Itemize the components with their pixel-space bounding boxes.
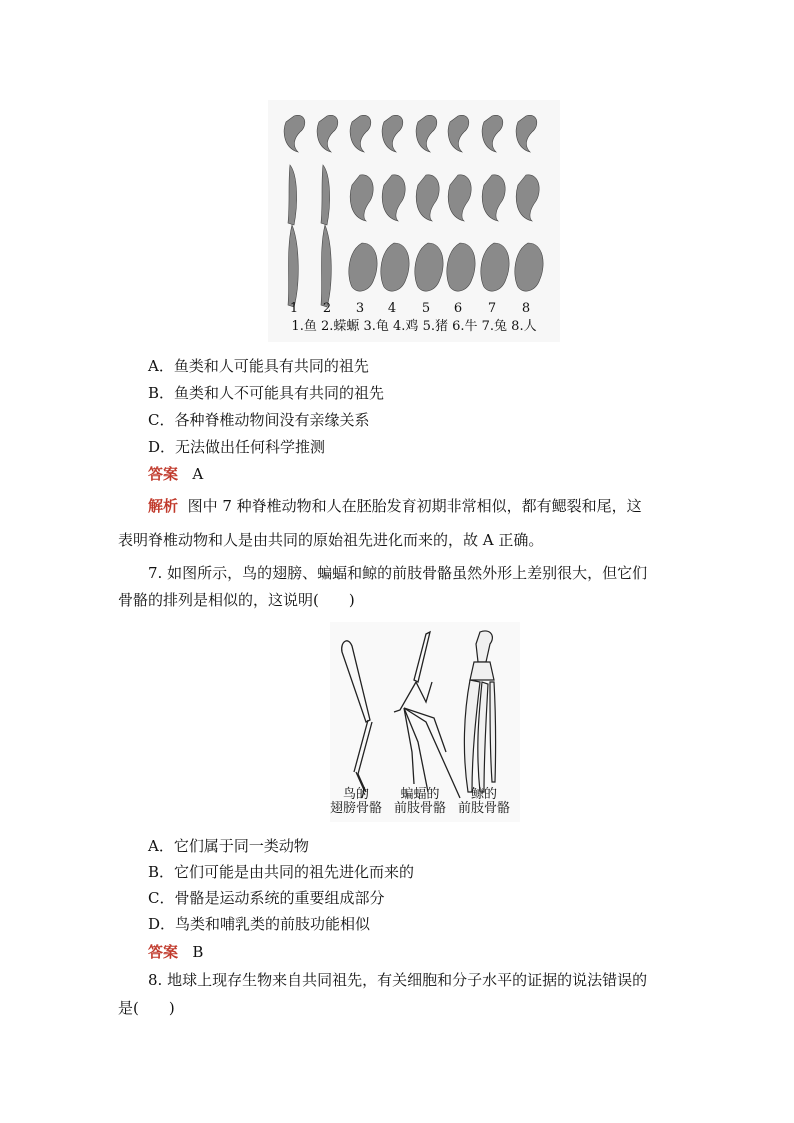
embryo-4-stage-3 bbox=[381, 243, 409, 291]
q7-stem-2: 骨骼的排列是相似的，这说明( ) bbox=[118, 591, 355, 609]
embryo-5-stage-2 bbox=[416, 175, 439, 221]
forelimb-illustration bbox=[330, 622, 520, 822]
q7-option-a: A．它们属于同一类动物 bbox=[148, 837, 309, 855]
embryo-3-stage-2 bbox=[350, 175, 373, 221]
embryo-number-3: 3 bbox=[355, 301, 365, 316]
q7-option-c: C．骨骼是运动系统的重要组成部分 bbox=[148, 889, 385, 907]
bird-label-1: 鸟的 bbox=[342, 787, 370, 802]
embryo-number-1: 1 bbox=[289, 301, 299, 316]
q6-analysis bbox=[148, 496, 642, 516]
embryo-7-stage-1 bbox=[482, 115, 503, 152]
embryo-6-stage-1 bbox=[448, 115, 469, 152]
embryo-number-2: 2 bbox=[322, 301, 332, 316]
embryo-8-stage-3 bbox=[515, 243, 543, 291]
q6-option-d: D．无法做出任何科学推测 bbox=[148, 438, 326, 456]
analysis-text-1: 图中 7 种脊椎动物和人在胚胎发育初期非常相似，都有鳃裂和尾，这 bbox=[187, 497, 642, 515]
embryo-number-8: 8 bbox=[521, 301, 531, 316]
embryo-number-5: 5 bbox=[421, 301, 431, 316]
embryo-comparison-figure bbox=[268, 100, 560, 342]
embryo-2-stage-1 bbox=[317, 115, 338, 152]
analysis-label: 解析 bbox=[148, 497, 179, 515]
embryo-8-stage-1 bbox=[516, 115, 537, 152]
embryo-7-stage-2 bbox=[482, 175, 505, 221]
answer-value: B bbox=[192, 943, 204, 961]
embryo-7-stage-3 bbox=[481, 243, 509, 291]
embryo-number-4: 4 bbox=[387, 301, 397, 316]
embryo-3-stage-1 bbox=[350, 115, 371, 152]
embryo-6-stage-3 bbox=[447, 243, 475, 291]
embryo-5-stage-3 bbox=[415, 243, 443, 291]
embryo-4-stage-1 bbox=[382, 115, 403, 152]
bat-label-2: 前肢骨骼 bbox=[393, 801, 447, 816]
embryo-3-stage-3 bbox=[349, 243, 377, 291]
q7-stem-1: 7. 如图所示，鸟的翅膀、蝙蝠和鲸的前肢骨骼虽然外形上差别很大，但它们 bbox=[148, 564, 648, 582]
bird-label-2: 翅膀骨骼 bbox=[330, 801, 383, 816]
embryo-number-6: 6 bbox=[453, 301, 463, 316]
embryo-1-stage-2 bbox=[288, 165, 297, 225]
q8-stem-2: 是( ) bbox=[118, 999, 175, 1017]
whale-label-1: 鲸的 bbox=[470, 787, 498, 802]
embryo-8-stage-2 bbox=[516, 175, 539, 221]
analysis-text-2: 表明脊椎动物和人是由共同的原始祖先进化而来的，故 A 正确。 bbox=[118, 531, 544, 549]
q7-option-b: B．它们可能是由共同的祖先进化而来的 bbox=[148, 863, 415, 881]
forelimb-bones-figure bbox=[330, 622, 520, 822]
q6-option-a: A．鱼类和人可能具有共同的祖先 bbox=[148, 357, 369, 375]
embryo-number-7: 7 bbox=[487, 301, 497, 316]
embryo-2-stage-3 bbox=[321, 225, 331, 307]
embryo-illustration bbox=[268, 100, 560, 342]
answer-value: A bbox=[192, 465, 204, 483]
embryo-6-stage-2 bbox=[448, 175, 471, 221]
embryo-caption: 1.鱼 2.蝾螈 3.龟 4.鸡 5.猪 6.牛 7.兔 8.人 bbox=[291, 319, 537, 334]
q8-stem-1: 8. 地球上现存生物来自共同祖先，有关细胞和分子水平的证据的说法错误的 bbox=[148, 971, 648, 989]
bat-label-1: 蝙蝠的 bbox=[400, 787, 440, 802]
q7-option-d: D．鸟类和哺乳类的前肢功能相似 bbox=[148, 915, 371, 933]
embryo-2-stage-2 bbox=[321, 165, 330, 225]
whale-label-2: 前肢骨骼 bbox=[457, 801, 511, 816]
q6-answer bbox=[148, 464, 203, 484]
answer-label: 答案 bbox=[148, 943, 179, 961]
embryo-5-stage-1 bbox=[416, 115, 437, 152]
whale-flipper-bones bbox=[464, 631, 495, 792]
q6-option-b: B．鱼类和人不可能具有共同的祖先 bbox=[148, 384, 385, 402]
q7-answer bbox=[148, 942, 203, 962]
q6-option-c: C．各种脊椎动物间没有亲缘关系 bbox=[148, 411, 370, 429]
embryo-4-stage-2 bbox=[382, 175, 405, 221]
answer-label: 答案 bbox=[148, 465, 179, 483]
embryo-1-stage-1 bbox=[284, 115, 305, 152]
bird-wing-bones bbox=[342, 641, 372, 798]
embryo-1-stage-3 bbox=[288, 225, 298, 307]
bat-wing-bones bbox=[394, 632, 460, 798]
